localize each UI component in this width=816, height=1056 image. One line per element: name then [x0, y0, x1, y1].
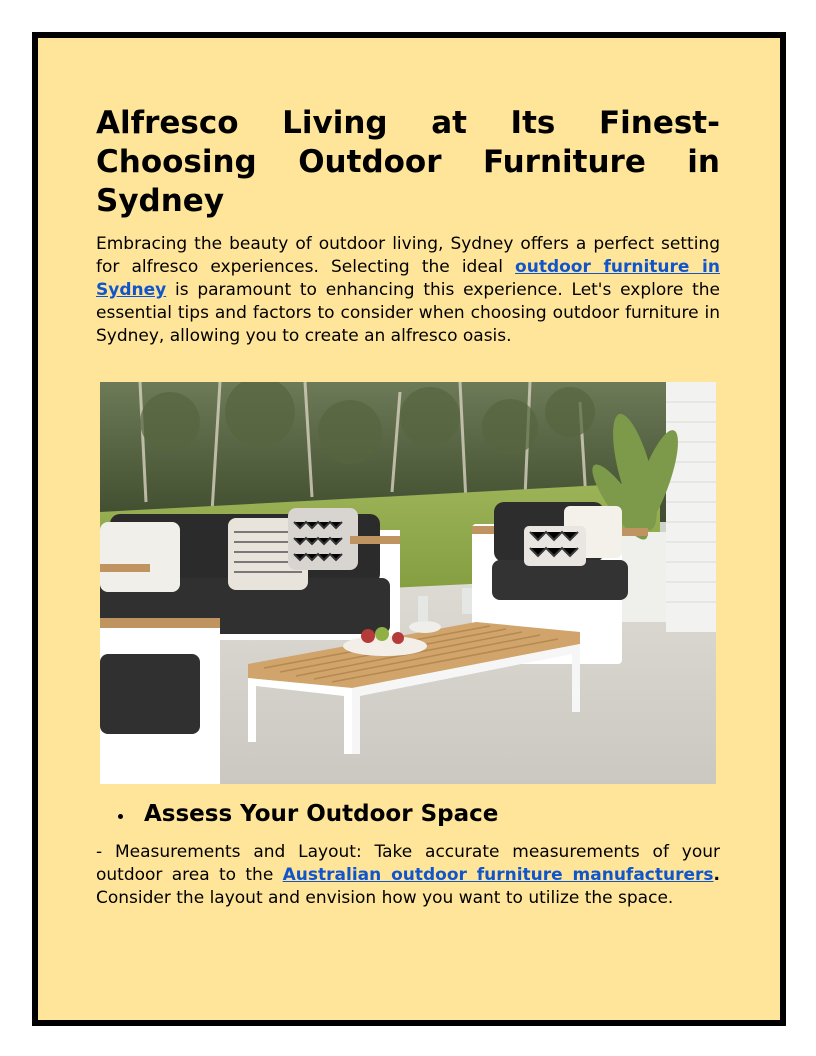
section-bold-period: .	[713, 865, 720, 885]
article-title: Alfresco Living at Its Finest- Choosing Outdoor Furniture in Sydney	[96, 105, 720, 219]
section-heading-row	[118, 797, 498, 831]
intro-text-after-link: is paramount to enhancing this experience. Let's explore the essential tips and factors to consider when choosing outdoor furniture in Sydney, allowing you to create an alfresco oasis.	[96, 280, 720, 346]
australian-outdoor-furniture-link[interactable]: Australian outdoor furniture manufacturers	[282, 865, 714, 885]
intro-paragraph	[96, 233, 720, 348]
outdoor-furniture-photo	[100, 382, 716, 784]
section-heading: Assess Your Outdoor Space	[144, 801, 499, 827]
section-text-after-link: Consider the layout and envision how you want to utilize the space.	[96, 888, 674, 908]
section-paragraph	[96, 841, 720, 910]
section-text-before-link: - Measurements and Layout: Take accurate measurements of your outdoor area to the	[96, 842, 720, 885]
outdoor-furniture-sydney-link[interactable]: outdoor furniture in Sydney	[96, 257, 720, 300]
intro-text-before-link: Embracing the beauty of outdoor living, Sydney offers a perfect setting for alfresco experiences. Selecting the ideal	[96, 234, 720, 277]
bullet-icon	[118, 814, 123, 819]
